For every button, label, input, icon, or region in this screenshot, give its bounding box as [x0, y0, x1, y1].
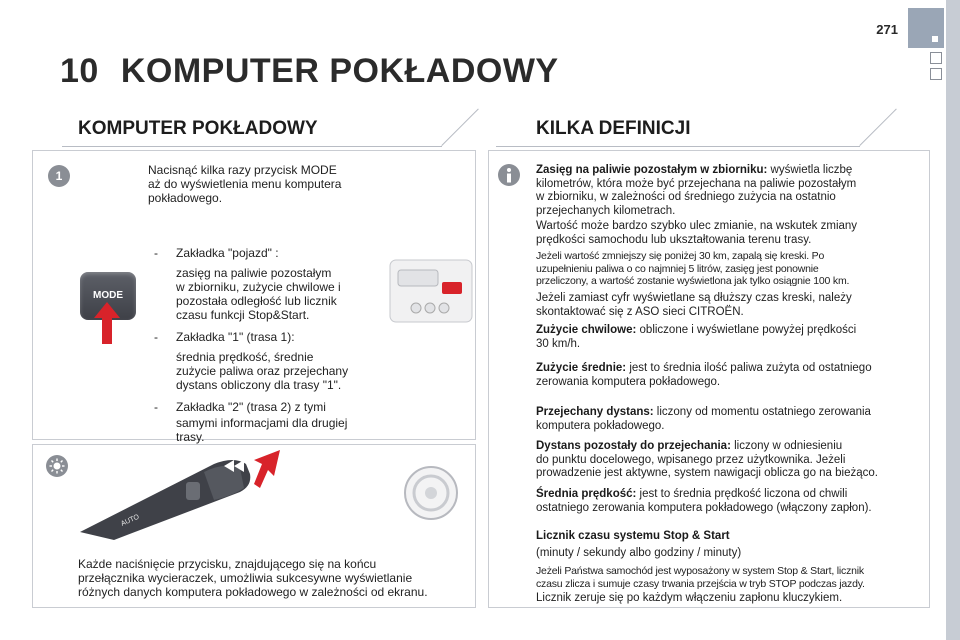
def-line: Jeżeli wartość zmniejszy się poniżej 30 km, zapalą się kreski. Po: [536, 250, 825, 262]
dash-bullet: -: [154, 400, 158, 414]
def-line: zerowania komputera pokładowego.: [536, 375, 721, 388]
tab-label: Zakładka "1" (trasa 1):: [176, 330, 295, 344]
list-item: [148, 330, 378, 392]
mode-button-label: MODE: [93, 290, 123, 301]
desc-line: zasięg na paliwie pozostałym: [176, 266, 332, 280]
term: Dystans pozostały do przejechania:: [536, 440, 731, 452]
term: Zużycie chwilowe:: [536, 324, 637, 336]
caption-line: Każde naciśnięcie przycisku, znajdującego się na końcu: [78, 557, 377, 571]
def-line: prędkości samochodu lub ukształtowania terenu trasy.: [536, 233, 812, 246]
intro-line: Nacisnąć kilka razy przycisk MODE: [148, 163, 337, 177]
definition-note: [536, 592, 936, 606]
left-panel-title: KOMPUTER POKŁADOWY: [78, 118, 318, 139]
tab-marker: [932, 36, 938, 42]
definition-average-consumption: [536, 362, 936, 389]
page-number: 271: [876, 22, 898, 37]
def-line: liczony od momentu ostatniego zerowania: [653, 406, 871, 418]
def-line: do punktu docelowego, wpisanego przez użytkownika. Jeżeli: [536, 453, 846, 466]
term: Licznik czasu systemu Stop & Start: [536, 530, 730, 542]
caption-line: różnych danych komputera pokładowego w zależności od ekranu.: [78, 585, 428, 599]
list-item: [148, 246, 378, 322]
def-line: (minuty / sekundy albo godziny / minuty): [536, 547, 742, 559]
def-line: Jeżeli zamiast cyfr wyświetlane są dłuższy czas kreski, należy: [536, 292, 852, 304]
dash-bullet: -: [154, 330, 158, 344]
def-line: liczony w odniesieniu: [730, 440, 843, 452]
def-line: obliczone i wyświetlane powyżej prędkości: [636, 324, 857, 336]
term: Średnia prędkość:: [536, 488, 637, 500]
dash-bullet: -: [154, 246, 158, 260]
definition-distance-travelled: [536, 406, 936, 433]
title-slant: [441, 109, 478, 146]
def-line: czasu zlicza i sumuje czasy trwania przejścia w tryb STOP podczas jazdy.: [536, 577, 865, 590]
pointer-arrow-icon: [250, 446, 284, 488]
definition-stop-start-timer: [536, 530, 936, 544]
tab-label: Zakładka "pojazd" :: [176, 246, 279, 260]
caption-line: przełącznika wycieraczek, umożliwia sukcesywne wyświetlanie: [78, 571, 413, 585]
def-line: 30 km/h.: [536, 337, 581, 350]
term: Zasięg na paliwie pozostałym w zbiorniku:: [536, 164, 768, 176]
definition-average-speed: [536, 488, 936, 515]
tab-desc: [176, 266, 378, 322]
title-rule: [62, 146, 442, 147]
def-line: Wartość może bardzo szybko ulec zmianie, na wskutek zmiany: [536, 220, 858, 232]
info-badge: [498, 164, 520, 186]
tab-desc: [176, 416, 378, 444]
definition-distance-remaining: [536, 440, 936, 481]
dashboard-illustration: [386, 252, 476, 328]
right-panel-title: KILKA DEFINICJI: [536, 118, 691, 139]
stalk-label: AUTO: [119, 513, 141, 528]
intro-text: [148, 163, 388, 205]
def-line: w zbiorniku, w zależności od średniego zużycia na ostatnio: [536, 191, 836, 203]
desc-line: w zbiorniku, zużycie chwilowe i: [176, 280, 341, 294]
stalk-caption: [78, 557, 458, 599]
step-badge: 1: [48, 165, 70, 187]
desc-line: pozostała odległość lub licznik: [176, 294, 337, 308]
def-line: wyświetla liczbę: [767, 164, 853, 176]
tabs-list: [148, 246, 378, 444]
steering-wheel-icon: [400, 462, 462, 524]
desc-line: dystans obliczony dla trasy "1".: [176, 378, 342, 392]
def-line: przejechanych kilometrach.: [536, 204, 676, 217]
intro-line: aż do wyświetlenia menu komputera: [148, 177, 342, 191]
desc-line: samymi informacjami dla drugiej: [176, 416, 348, 430]
def-line: ostatniego zerowania komputera pokładowego (włączony zapłon).: [536, 501, 872, 514]
list-item: [148, 400, 378, 444]
info-icon: [503, 167, 515, 183]
desc-line: czasu funkcji Stop&Start.: [176, 308, 310, 322]
def-line: przeliczony, a wartość zostanie wyświetlona jak tylko osiągnie 100 km.: [536, 275, 850, 287]
intro-line: pokładowego.: [148, 191, 223, 205]
definition-instant-consumption: [536, 324, 936, 351]
title-rule: [496, 146, 860, 147]
lights-badge: [46, 455, 68, 477]
definition-note: [536, 220, 936, 247]
definition-note: [536, 547, 936, 561]
chapter-number: 10: [60, 52, 99, 90]
desc-line: średnia prędkość, średnie: [176, 350, 314, 364]
light-icon: [49, 458, 65, 474]
desc-line: zużycie paliwa oraz przejechany: [176, 364, 349, 378]
term: Zużycie średnie:: [536, 362, 627, 374]
right-rail: [946, 0, 960, 640]
def-line: kilometrów, która może być przejechana na paliwie pozostałym: [536, 177, 857, 190]
desc-line: trasy.: [176, 430, 205, 444]
def-line: prowadzenie jest aktywne, system nawigacji oblicza go na bieżąco.: [536, 467, 878, 479]
definition-note: [536, 292, 936, 319]
chapter-heading: [60, 52, 559, 91]
def-line: komputera pokładowego.: [536, 419, 665, 432]
def-line: skontaktować się z ASO sieci CITROËN.: [536, 305, 744, 318]
side-box: [930, 68, 942, 80]
wiper-stalk-illustration: [74, 452, 274, 542]
chapter-tab: [908, 8, 944, 48]
definition-fuel-range: [536, 164, 936, 218]
tab-label: Zakładka "2" (trasa 2) z tymi: [176, 400, 326, 414]
definition-note: [536, 250, 936, 288]
tab-desc: [176, 350, 378, 392]
title-slant: [859, 109, 896, 146]
def-line: Jeżeli Państwa samochód jest wyposażony w system Stop & Start, licznik: [536, 565, 864, 577]
pointer-arrow-icon: [92, 300, 122, 346]
def-line: Licznik zeruje się po każdym włączeniu zapłonu kluczykiem.: [536, 592, 843, 604]
def-line: jest to średnia ilość paliwa zużyta od ostatniego: [626, 362, 872, 374]
chapter-title: KOMPUTER POKŁADOWY: [120, 52, 559, 90]
def-line: uzupełnieniu paliwa o co najmniej 5 litrów, zasięg jest ponownie: [536, 262, 819, 275]
definition-note: [536, 565, 936, 590]
def-line: jest to średnia prędkość liczona od chwili: [636, 488, 848, 500]
side-box: [930, 52, 942, 64]
term: Przejechany dystans:: [536, 406, 654, 418]
